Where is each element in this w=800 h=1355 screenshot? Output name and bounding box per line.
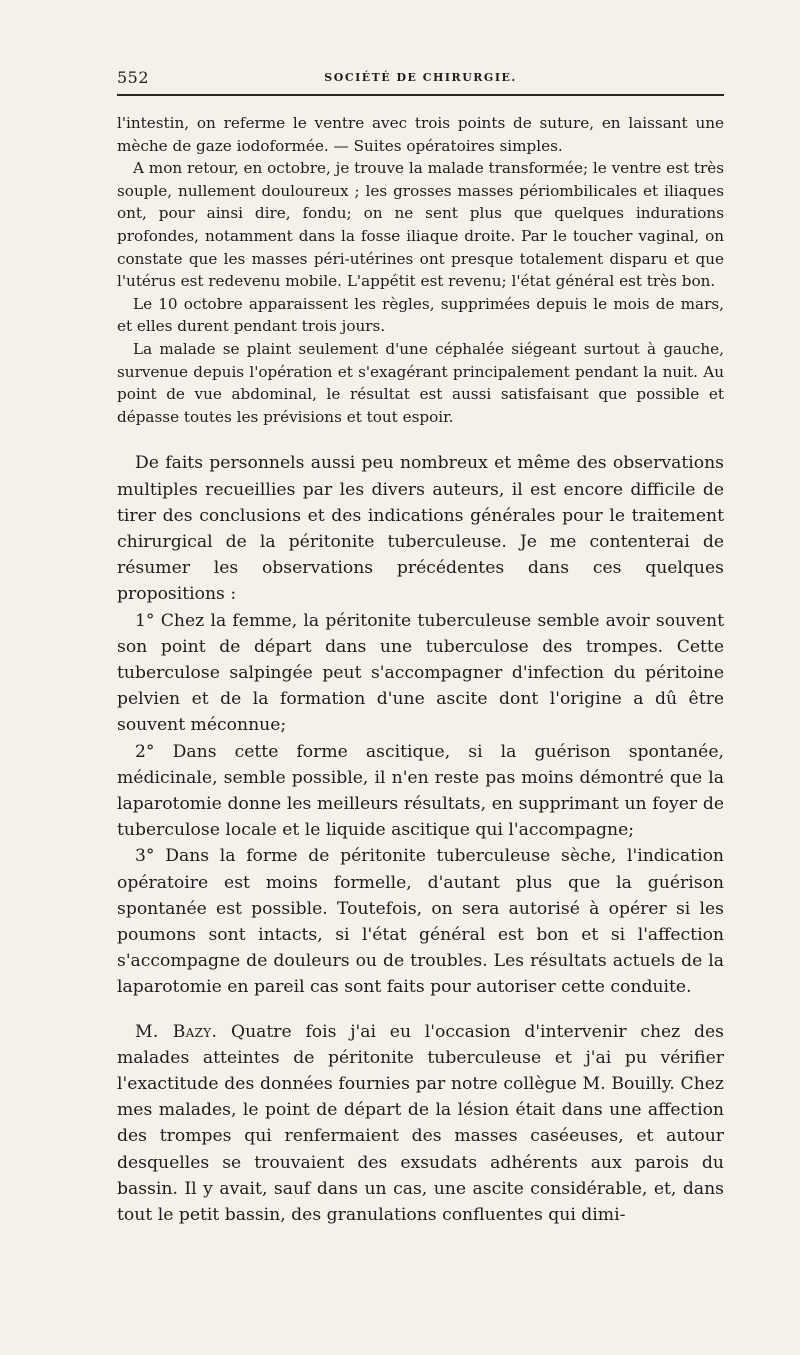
speaker-name: M. Bazy. — [135, 1021, 218, 1042]
conclusions-section — [117, 450, 724, 1228]
page-header — [117, 68, 724, 96]
case-report — [117, 112, 724, 428]
book-page — [117, 68, 724, 1228]
paragraph: A mon retour, en octobre, je trouve la malade transformée; le ventre est très souple, nullement douloureux ; les grosses masses périombilicales et iliaques ont, pour ainsi dire, fondu; on ne sent plus que quelques indurations profondes, notamment dans la fosse iliaque droite. Par le toucher vaginal, on constate que les masses péri-utérines ont presque totalement disparu et que l'utérus est redevenu mobile. L'appétit est revenu; l'état général est très bon. — [117, 159, 724, 291]
proposition-1: 1° Chez la femme, la péritonite tuberculeuse semble avoir souvent son point de départ dans une tuberculose des trompes. Cette tuberculose salpingée peut s'accompagner d'infection du péritoine pelvien et de la formation d'une ascite dont l'origine a dû être souvent méconnue; — [117, 610, 724, 736]
paragraph: La malade se plaint seulement d'une céphalée siégeant surtout à gauche, survenue depuis l'opération et s'exagérant principalement pendant la nuit. Au point de vue abdominal, le résultat est aussi satisfaisant que possible et dépasse toutes les prévisions et tout espoir. — [117, 339, 724, 426]
discussion-text: Quatre fois j'ai eu l'occasion d'intervenir chez des malades atteintes de péritonite tuberculeuse et j'ai pu vérifier l'exactitude des données fournies par notre collègue M. Bouilly. Chez mes malades, le point de départ de la lésion était dans une affection des trompes qui renfermaient des masses caséeuses, et autour desquelles se trouvaient des exsudats adhérents aux parois du bassin. Il y avait, sauf dans un cas, une ascite considérable, et, dans tout le petit bassin, des granulations confluentes qui dimi- — [117, 1021, 724, 1225]
proposition-2: 2° Dans cette forme ascitique, si la guérison spontanée, médicinale, semble possible, il n'en reste pas moins démontré que la laparotomie donne les meilleurs résultats, en supprimant un foyer de tuberculose locale et le liquide ascitique qui l'accompagne; — [117, 741, 724, 841]
running-title: SOCIÉTÉ DE CHIRURGIE. — [324, 71, 517, 84]
page-number: 552 — [117, 68, 150, 87]
discussion-paragraph — [117, 1019, 724, 1229]
paragraph: De faits personnels aussi peu nombreux et même des observations multiples recueillies par les divers auteurs, il est encore difficile de tirer des conclusions et des indications générales pour le traitement chirurgical de la péritonite tuberculeuse. Je me contenterai de résumer les observations précédentes dans ces quelques propositions : — [117, 453, 724, 605]
paragraph: Le 10 octobre apparaissent les règles, supprimées depuis le mois de mars, et elles durent pendant trois jours. — [117, 294, 724, 336]
paragraph: l'intestin, on referme le ventre avec trois points de suture, en laissant une mèche de gaze iodoformée. — Suites opératoires simples. — [117, 114, 724, 155]
proposition-3: 3° Dans la forme de péritonite tuberculeuse sèche, l'indication opératoire est moins formelle, d'autant plus que la guérison spontanée est possible. Toutefois, on sera autorisé à opérer si les poumons sont intacts, si l'état général est bon et si l'affection s'accompagne de douleurs ou de troubles. Les résultats actuels de la laparotomie en pareil cas sont faits pour autoriser cette conduite. — [117, 846, 724, 998]
